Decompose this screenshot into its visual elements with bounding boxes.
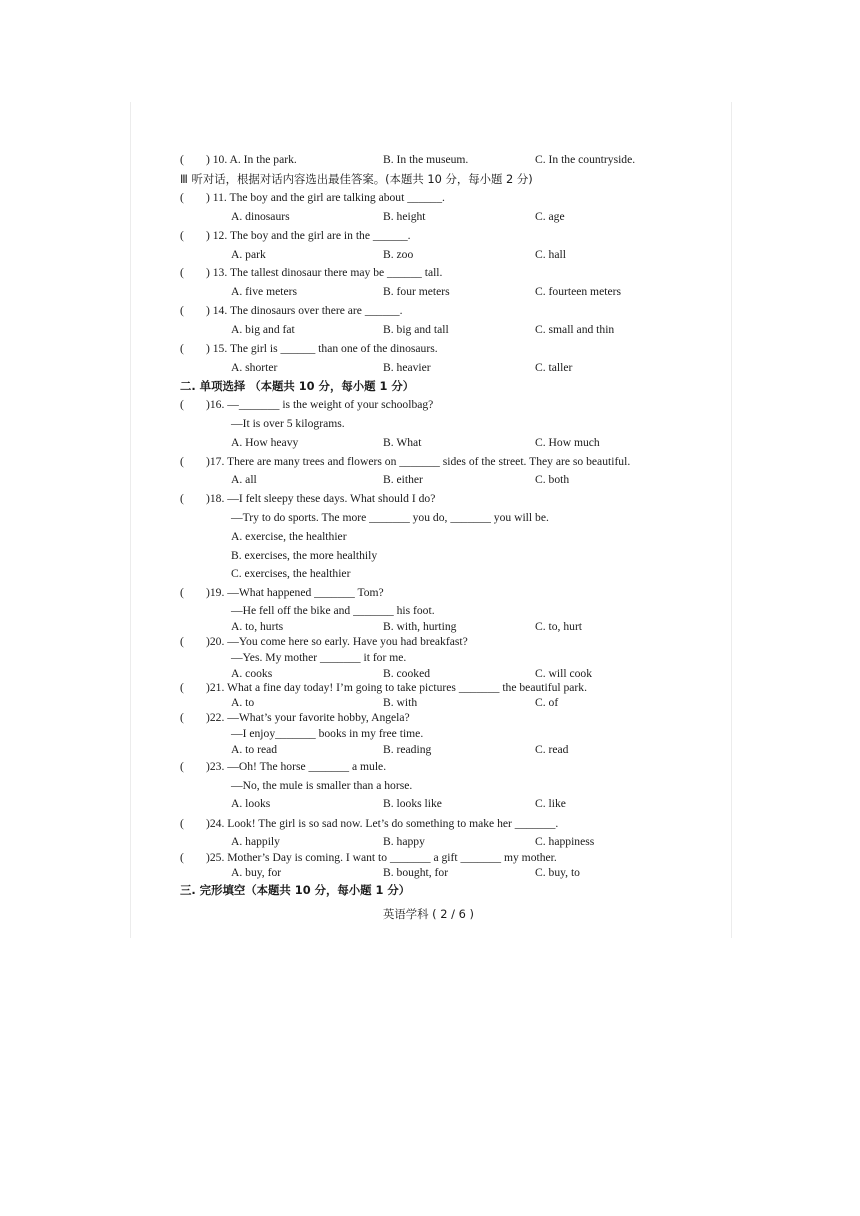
option-a: A. park — [231, 248, 266, 261]
question-23 — [180, 760, 386, 774]
answer-bracket: ( — [180, 681, 184, 694]
option-a: A. shorter — [231, 361, 278, 374]
section-heading-listening: Ⅲ 听对话，根据对话内容选出最佳答案。(本题共 10 分，每小题 2 分) — [180, 172, 533, 186]
option-a: A. dinosaurs — [231, 210, 290, 223]
option-b: B. zoo — [383, 248, 414, 261]
option-c: C. read — [535, 743, 569, 756]
answer-bracket: ( — [180, 191, 184, 204]
option-a: A. big and fat — [231, 323, 295, 336]
option-c: C. of — [535, 696, 559, 709]
question-18 — [180, 492, 435, 506]
option-b: B. big and tall — [383, 323, 449, 336]
option-a: A. exercise, the healthier — [231, 530, 347, 543]
option-b: B. bought, for — [383, 866, 449, 879]
question-16 — [180, 398, 433, 412]
question-stem: )21. What a fine day today! I’m going to take pictures _______ the beautiful park. — [206, 681, 587, 694]
question-stem: )20. —You come here so early. Have you had breakfast? — [206, 635, 468, 648]
option-c: C. age — [535, 210, 565, 223]
option-b: B. looks like — [383, 797, 442, 810]
option-a: A. cooks — [231, 667, 273, 680]
answer-bracket: ( — [180, 635, 184, 648]
answer-bracket: ( — [180, 342, 184, 355]
option-b: B. height — [383, 210, 426, 223]
answer-bracket: ( — [180, 586, 184, 599]
dialogue-line: —I enjoy_______ books in my free time. — [231, 727, 424, 740]
option-c: C. In the countryside. — [535, 153, 636, 166]
option-a: A. all — [231, 473, 257, 486]
option-c: C. small and thin — [535, 323, 615, 336]
answer-bracket: ( — [180, 817, 184, 830]
question-11 — [180, 191, 445, 205]
answer-bracket: ( — [180, 153, 184, 166]
question-21 — [180, 681, 587, 695]
option-b: B. reading — [383, 743, 432, 756]
answer-bracket: ( — [180, 760, 184, 773]
dialogue-line: —It is over 5 kilograms. — [231, 417, 345, 430]
question-stem: )23. —Oh! The horse _______ a mule. — [206, 760, 387, 773]
question-stem: ) 11. The boy and the girl are talking about ______. — [206, 191, 445, 204]
page-footer: 英语学科 ( 2 / 6 ) — [383, 907, 474, 921]
option-c: C. How much — [535, 436, 600, 449]
option-c: C. taller — [535, 361, 573, 374]
option-a: A. to read — [231, 743, 278, 756]
question-stem: )19. —What happened _______ Tom? — [206, 586, 384, 599]
question-25 — [180, 851, 557, 865]
answer-bracket: ( — [180, 266, 184, 279]
dialogue-line: —Try to do sports. The more _______ you do, _______ you will be. — [231, 511, 549, 524]
question-17 — [180, 455, 630, 469]
option-b: B. either — [383, 473, 423, 486]
question-24 — [180, 817, 558, 831]
dialogue-line: —No, the mule is smaller than a horse. — [231, 779, 413, 792]
option-c: C. exercises, the healthier — [231, 567, 351, 580]
option-a: A. buy, for — [231, 866, 282, 879]
option-a: A. happily — [231, 835, 280, 848]
option-c: C. happiness — [535, 835, 595, 848]
answer-bracket: ( — [180, 851, 184, 864]
answer-bracket: ( — [180, 711, 184, 724]
question-stem: ) 10. A. In the park. — [206, 153, 297, 166]
question-14 — [180, 304, 403, 318]
option-b: B. four meters — [383, 285, 450, 298]
question-stem: ) 13. The tallest dinosaur there may be ______ tall. — [206, 266, 443, 279]
option-a: A. to, hurts — [231, 620, 284, 633]
option-a: A. looks — [231, 797, 271, 810]
question-13 — [180, 266, 442, 280]
answer-bracket: ( — [180, 229, 184, 242]
question-20 — [180, 635, 468, 649]
answer-bracket: ( — [180, 492, 184, 505]
question-stem: )16. —_______ is the weight of your schoolbag? — [206, 398, 434, 411]
question-stem: ) 14. The dinosaurs over there are ______. — [206, 304, 403, 317]
option-c: C. fourteen meters — [535, 285, 621, 298]
answer-bracket: ( — [180, 398, 184, 411]
option-b: B. cooked — [383, 667, 431, 680]
option-c: C. to, hurt — [535, 620, 583, 633]
option-b: B. heavier — [383, 361, 431, 374]
answer-bracket: ( — [180, 304, 184, 317]
option-a: A. to — [231, 696, 255, 709]
question-stem: )22. —What’s your favorite hobby, Angela? — [206, 711, 410, 724]
option-b: B. What — [383, 436, 422, 449]
option-b: B. happy — [383, 835, 425, 848]
question-stem: ) 12. The boy and the girl are in the ______. — [206, 229, 411, 242]
option-c: C. will cook — [535, 667, 593, 680]
question-12 — [180, 229, 411, 243]
option-c: C. hall — [535, 248, 566, 261]
question-10 — [180, 153, 297, 167]
question-15 — [180, 342, 438, 356]
question-stem: )18. —I felt sleepy these days. What should I do? — [206, 492, 436, 505]
option-b: B. exercises, the more healthily — [231, 549, 378, 562]
dialogue-line: —Yes. My mother _______ it for me. — [231, 651, 407, 664]
option-b: B. with, hurting — [383, 620, 457, 633]
section-heading-cloze: 三. 完形填空（本题共 10 分，每小题 1 分） — [180, 883, 411, 897]
option-b: B. with — [383, 696, 418, 709]
option-c: C. like — [535, 797, 566, 810]
option-c: C. both — [535, 473, 570, 486]
question-stem: ) 15. The girl is ______ than one of the dinosaurs. — [206, 342, 438, 355]
question-stem: )17. There are many trees and flowers on _______ sides of the street. They are so beautiful. — [206, 455, 631, 468]
option-a: A. How heavy — [231, 436, 299, 449]
option-c: C. buy, to — [535, 866, 580, 879]
section-heading-single-choice: 二. 单项选择 （本题共 10 分，每小题 1 分） — [180, 379, 415, 393]
option-a: A. five meters — [231, 285, 297, 298]
dialogue-line: —He fell off the bike and _______ his foot. — [231, 604, 435, 617]
question-stem: )24. Look! The girl is so sad now. Let’s do something to make her _______. — [206, 817, 559, 830]
answer-bracket: ( — [180, 455, 184, 468]
option-b: B. In the museum. — [383, 153, 469, 166]
question-19 — [180, 586, 384, 600]
question-22 — [180, 711, 410, 725]
question-stem: )25. Mother’s Day is coming. I want to _______ a gift _______ my mother. — [206, 851, 557, 864]
